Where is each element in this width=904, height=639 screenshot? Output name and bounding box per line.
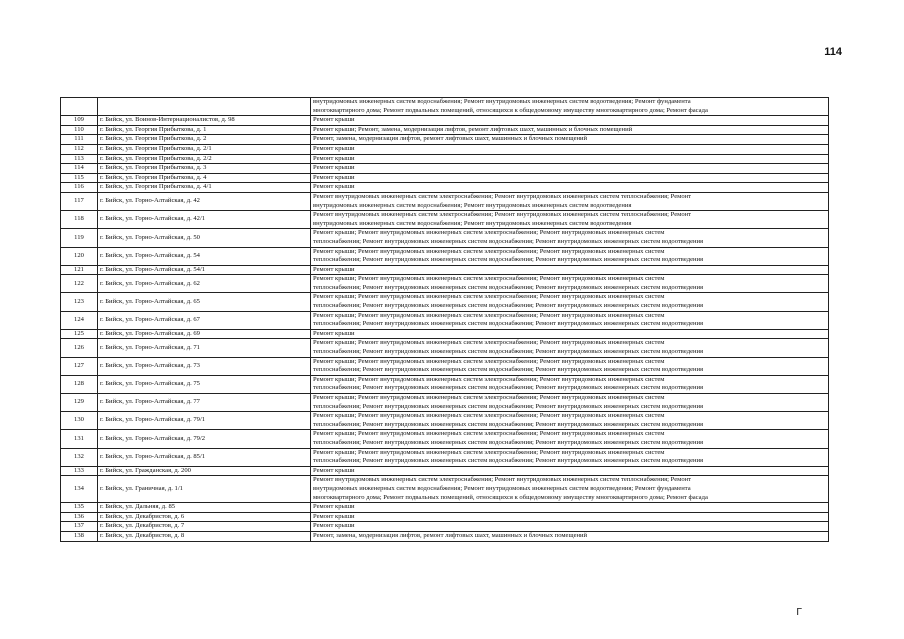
works-cell: Ремонт крыши; Ремонт внутридомовых инженерных систем электроснабжения; Ремонт внутридомовых инженерных систем теплоснабжения; Ремонт внутридомовых инженерных систем водоснабжения; Ремонт внутридомовых инженерных систем водоотведения — [311, 311, 829, 329]
table-row — [61, 329, 829, 339]
address-cell: г. Бийск, ул. Горно-Алтайская, д. 65 — [98, 293, 311, 311]
table-row — [61, 265, 829, 275]
address-cell: г. Бийск, ул. Дальняя, д. 85 — [98, 503, 311, 513]
table-row — [61, 164, 829, 174]
address-cell: г. Бийск, ул. Гражданская, д. 200 — [98, 466, 311, 476]
table-row — [61, 394, 829, 412]
table-body — [61, 98, 829, 542]
works-cell: Ремонт внутридомовых инженерных систем электроснабжения; Ремонт внутридомовых инженерных систем теплоснабжения; Ремонт внутридомовых инженерных систем водоснабжения; Ремонт внутридомовых инженерных систем водоотведения — [311, 211, 829, 229]
row-number-cell: 127 — [61, 357, 98, 375]
table-row — [61, 512, 829, 522]
works-cell: Ремонт крыши — [311, 512, 829, 522]
repair-register-table — [60, 97, 829, 542]
table-row — [61, 116, 829, 126]
row-number-cell: 131 — [61, 430, 98, 448]
address-cell: г. Бийск, ул. Горно-Алтайская, д. 54 — [98, 247, 311, 265]
works-cell: Ремонт крыши; Ремонт внутридомовых инженерных систем электроснабжения; Ремонт внутридомовых инженерных систем теплоснабжения; Ремонт внутридомовых инженерных систем водоснабжения; Ремонт внутридомовых инженерных систем водоотведения — [311, 375, 829, 393]
address-cell: г. Бийск, ул. Горно-Алтайская, д. 75 — [98, 375, 311, 393]
works-cell: Ремонт крыши; Ремонт внутридомовых инженерных систем электроснабжения; Ремонт внутридомовых инженерных систем теплоснабжения; Ремонт внутридомовых инженерных систем водоснабжения; Ремонт внутридомовых инженерных систем водоотведения — [311, 229, 829, 247]
table-row — [61, 135, 829, 145]
table-row — [61, 311, 829, 329]
row-number-cell: 132 — [61, 448, 98, 466]
address-cell: г. Бийск, ул. Горно-Алтайская, д. 73 — [98, 357, 311, 375]
row-number-cell: 129 — [61, 394, 98, 412]
row-number-cell: 138 — [61, 531, 98, 541]
table-row — [61, 466, 829, 476]
table-row — [61, 430, 829, 448]
works-cell: Ремонт крыши — [311, 164, 829, 174]
table-row — [61, 125, 829, 135]
table-row — [61, 531, 829, 541]
address-cell: г. Бийск, ул. Георгия Прибыткова, д. 2/2 — [98, 154, 311, 164]
table-row — [61, 229, 829, 247]
address-cell: г. Бийск, ул. Горно-Алтайская, д. 42/1 — [98, 211, 311, 229]
works-cell: Ремонт крыши; Ремонт внутридомовых инженерных систем электроснабжения; Ремонт внутридомовых инженерных систем теплоснабжения; Ремонт внутридомовых инженерных систем водоснабжения; Ремонт внутридомовых инженерных систем водоотведения — [311, 247, 829, 265]
table-row — [61, 98, 829, 116]
table-row — [61, 211, 829, 229]
address-cell: г. Бийск, ул. Георгия Прибыткова, д. 4 — [98, 173, 311, 183]
address-cell: г. Бийск, ул. Горно-Алтайская, д. 42 — [98, 192, 311, 210]
works-cell: Ремонт крыши; Ремонт внутридомовых инженерных систем электроснабжения; Ремонт внутридомовых инженерных систем теплоснабжения; Ремонт внутридомовых инженерных систем водоснабжения; Ремонт внутридомовых инженерных систем водоотведения — [311, 357, 829, 375]
table-row — [61, 275, 829, 293]
row-number-cell: 122 — [61, 275, 98, 293]
row-number-cell: 115 — [61, 173, 98, 183]
row-number-cell — [61, 98, 98, 116]
works-cell: внутридомовых инженерных систем водоснабжения; Ремонт внутридомовых инженерных систем водоотведения; Ремонт фундамента многоквартирного дома; Ремонт подвальных помещений, относящихся к общедомовому имуществу многоквартирного дома; Ремонт фасада — [311, 98, 829, 116]
works-cell: Ремонт крыши — [311, 466, 829, 476]
address-cell — [98, 98, 311, 116]
address-cell: г. Бийск, ул. Декабристов, д. 7 — [98, 522, 311, 532]
works-cell: Ремонт, замена, модернизация лифтов, ремонт лифтовых шахт, машинных и блочных помещений — [311, 531, 829, 541]
address-cell: г. Бийск, ул. Горно-Алтайская, д. 71 — [98, 339, 311, 357]
table-row — [61, 412, 829, 430]
works-cell: Ремонт крыши — [311, 522, 829, 532]
address-cell: г. Бийск, ул. Георгия Прибыткова, д. 4/1 — [98, 183, 311, 193]
address-cell: г. Бийск, ул. Горно-Алтайская, д. 85/1 — [98, 448, 311, 466]
row-number-cell: 128 — [61, 375, 98, 393]
address-cell: г. Бийск, ул. Декабристов, д. 8 — [98, 531, 311, 541]
row-number-cell: 109 — [61, 116, 98, 126]
row-number-cell: 125 — [61, 329, 98, 339]
page-number: 114 — [824, 46, 842, 58]
table-row — [61, 522, 829, 532]
works-cell: Ремонт крыши — [311, 265, 829, 275]
works-cell: Ремонт крыши; Ремонт внутридомовых инженерных систем электроснабжения; Ремонт внутридомовых инженерных систем теплоснабжения; Ремонт внутридомовых инженерных систем водоснабжения; Ремонт внутридомовых инженерных систем водоотведения — [311, 293, 829, 311]
address-cell: г. Бийск, ул. Горно-Алтайская, д. 62 — [98, 275, 311, 293]
table-row — [61, 357, 829, 375]
row-number-cell: 112 — [61, 144, 98, 154]
works-cell: Ремонт крыши; Ремонт внутридомовых инженерных систем электроснабжения; Ремонт внутридомовых инженерных систем теплоснабжения; Ремонт внутридомовых инженерных систем водоснабжения; Ремонт внутридомовых инженерных систем водоотведения — [311, 448, 829, 466]
row-number-cell: 116 — [61, 183, 98, 193]
address-cell: г. Бийск, ул. Горно-Алтайская, д. 79/2 — [98, 430, 311, 448]
table-row — [61, 247, 829, 265]
works-cell: Ремонт крыши — [311, 503, 829, 513]
table-row — [61, 183, 829, 193]
works-cell: Ремонт крыши — [311, 116, 829, 126]
handwritten-mark: г — [796, 604, 803, 618]
address-cell: г. Бийск, ул. Георгия Прибыткова, д. 3 — [98, 164, 311, 174]
row-number-cell: 111 — [61, 135, 98, 145]
address-cell: г. Бийск, ул. Горно-Алтайская, д. 79/1 — [98, 412, 311, 430]
address-cell: г. Бийск, ул. Граничная, д. 1/1 — [98, 476, 311, 503]
row-number-cell: 118 — [61, 211, 98, 229]
works-cell: Ремонт крыши; Ремонт внутридомовых инженерных систем электроснабжения; Ремонт внутридомовых инженерных систем теплоснабжения; Ремонт внутридомовых инженерных систем водоснабжения; Ремонт внутридомовых инженерных систем водоотведения — [311, 394, 829, 412]
table-row — [61, 144, 829, 154]
table-row — [61, 476, 829, 503]
works-cell: Ремонт крыши — [311, 329, 829, 339]
works-cell: Ремонт внутридомовых инженерных систем электроснабжения; Ремонт внутридомовых инженерных систем теплоснабжения; Ремонт внутридомовых инженерных систем водоснабжения; Ремонт внутридомовых инженерных систем водоотведения — [311, 192, 829, 210]
address-cell: г. Бийск, ул. Георгия Прибыткова, д. 1 — [98, 125, 311, 135]
table-row — [61, 192, 829, 210]
table-row — [61, 154, 829, 164]
table-row — [61, 375, 829, 393]
works-cell: Ремонт крыши — [311, 144, 829, 154]
works-cell: Ремонт крыши; Ремонт внутридомовых инженерных систем электроснабжения; Ремонт внутридомовых инженерных систем теплоснабжения; Ремонт внутридомовых инженерных систем водоснабжения; Ремонт внутридомовых инженерных систем водоотведения — [311, 430, 829, 448]
works-cell: Ремонт, замена, модернизация лифтов, ремонт лифтовых шахт, машинных и блочных помещений — [311, 135, 829, 145]
row-number-cell: 119 — [61, 229, 98, 247]
table-row — [61, 503, 829, 513]
row-number-cell: 124 — [61, 311, 98, 329]
row-number-cell: 114 — [61, 164, 98, 174]
row-number-cell: 134 — [61, 476, 98, 503]
table-row — [61, 448, 829, 466]
works-cell: Ремонт крыши — [311, 154, 829, 164]
row-number-cell: 135 — [61, 503, 98, 513]
address-cell: г. Бийск, ул. Воинов-Интернационалистов, д. 98 — [98, 116, 311, 126]
row-number-cell: 120 — [61, 247, 98, 265]
row-number-cell: 117 — [61, 192, 98, 210]
works-cell: Ремонт крыши; Ремонт внутридомовых инженерных систем электроснабжения; Ремонт внутридомовых инженерных систем теплоснабжения; Ремонт внутридомовых инженерных систем водоснабжения; Ремонт внутридомовых инженерных систем водоотведения — [311, 339, 829, 357]
table-row — [61, 339, 829, 357]
row-number-cell: 126 — [61, 339, 98, 357]
address-cell: г. Бийск, ул. Георгия Прибыткова, д. 2 — [98, 135, 311, 145]
row-number-cell: 121 — [61, 265, 98, 275]
row-number-cell: 136 — [61, 512, 98, 522]
address-cell: г. Бийск, ул. Горно-Алтайская, д. 67 — [98, 311, 311, 329]
address-cell: г. Бийск, ул. Горно-Алтайская, д. 77 — [98, 394, 311, 412]
row-number-cell: 133 — [61, 466, 98, 476]
row-number-cell: 113 — [61, 154, 98, 164]
address-cell: г. Бийск, ул. Декабристов, д. 6 — [98, 512, 311, 522]
address-cell: г. Бийск, ул. Горно-Алтайская, д. 50 — [98, 229, 311, 247]
works-cell: Ремонт крыши — [311, 183, 829, 193]
row-number-cell: 123 — [61, 293, 98, 311]
works-cell: Ремонт крыши; Ремонт, замена, модернизация лифтов, ремонт лифтовых шахт, машинных и блочных помещений — [311, 125, 829, 135]
table-row — [61, 293, 829, 311]
address-cell: г. Бийск, ул. Горно-Алтайская, д. 69 — [98, 329, 311, 339]
row-number-cell: 130 — [61, 412, 98, 430]
works-cell: Ремонт крыши; Ремонт внутридомовых инженерных систем электроснабжения; Ремонт внутридомовых инженерных систем теплоснабжения; Ремонт внутридомовых инженерных систем водоснабжения; Ремонт внутридомовых инженерных систем водоотведения — [311, 275, 829, 293]
row-number-cell: 137 — [61, 522, 98, 532]
works-cell: Ремонт внутридомовых инженерных систем электроснабжения; Ремонт внутридомовых инженерных систем теплоснабжения; Ремонт внутридомовых инженерных систем водоснабжения; Ремонт внутридомовых инженерных систем водоотведения; Ремонт фундамента многоквартирного дома; Ремонт подвальных помещений, относящихся к общедомовому имуществу многоквартирного дома; Ремонт фасада — [311, 476, 829, 503]
works-cell: Ремонт крыши — [311, 173, 829, 183]
address-cell: г. Бийск, ул. Георгия Прибыткова, д. 2/1 — [98, 144, 311, 154]
table-row — [61, 173, 829, 183]
row-number-cell: 110 — [61, 125, 98, 135]
address-cell: г. Бийск, ул. Горно-Алтайская, д. 54/1 — [98, 265, 311, 275]
works-cell: Ремонт крыши; Ремонт внутридомовых инженерных систем электроснабжения; Ремонт внутридомовых инженерных систем теплоснабжения; Ремонт внутридомовых инженерных систем водоснабжения; Ремонт внутридомовых инженерных систем водоотведения — [311, 412, 829, 430]
